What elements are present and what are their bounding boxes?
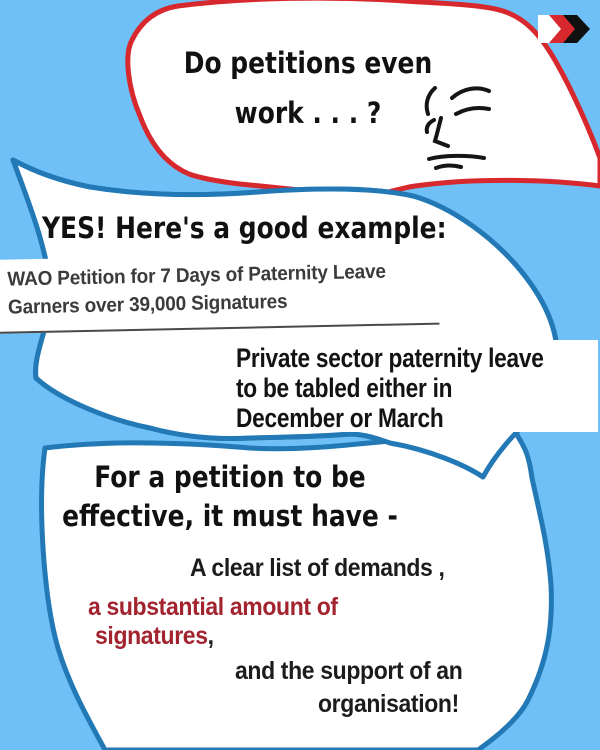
requirements-intro-line-1: For a petition to be bbox=[94, 460, 366, 494]
question-line-2: work . . . ? bbox=[234, 96, 382, 130]
news-clip-wao-petition bbox=[0, 251, 439, 334]
requirement-clear-demands: A clear list of demands , bbox=[190, 554, 445, 582]
news-clip-2-line-3: December or March bbox=[236, 403, 444, 433]
requirement-organisation: organisation! bbox=[318, 690, 459, 718]
news-clip-2-line-1: Private sector paternity leave bbox=[236, 343, 544, 373]
triple-chevron-logo-icon bbox=[538, 14, 592, 44]
yes-heading: YES! Here's a good example: bbox=[42, 211, 447, 245]
requirements-intro-line-2: effective, it must have - bbox=[62, 499, 398, 533]
news-clip-private-sector bbox=[214, 340, 598, 432]
question-line-1: Do petitions even bbox=[183, 46, 433, 80]
news-clip-1-line-2: Garners over 39,000 Signatures bbox=[7, 290, 288, 319]
requirement-support-of: and the support of an bbox=[235, 657, 463, 685]
requirement-signatures-comma: , bbox=[207, 622, 214, 650]
requirements-intro bbox=[58, 458, 402, 536]
news-clip-2-line-2: to be tabled either in bbox=[236, 373, 453, 403]
requirement-signatures-word: signatures bbox=[95, 622, 208, 650]
requirement-substantial-amount: a substantial amount of bbox=[88, 593, 338, 621]
worried-face-icon bbox=[398, 78, 513, 178]
requirement-signatures bbox=[95, 622, 214, 651]
news-clip-1-line-1: WAO Petition for 7 Days of Paternity Leave bbox=[7, 260, 387, 291]
